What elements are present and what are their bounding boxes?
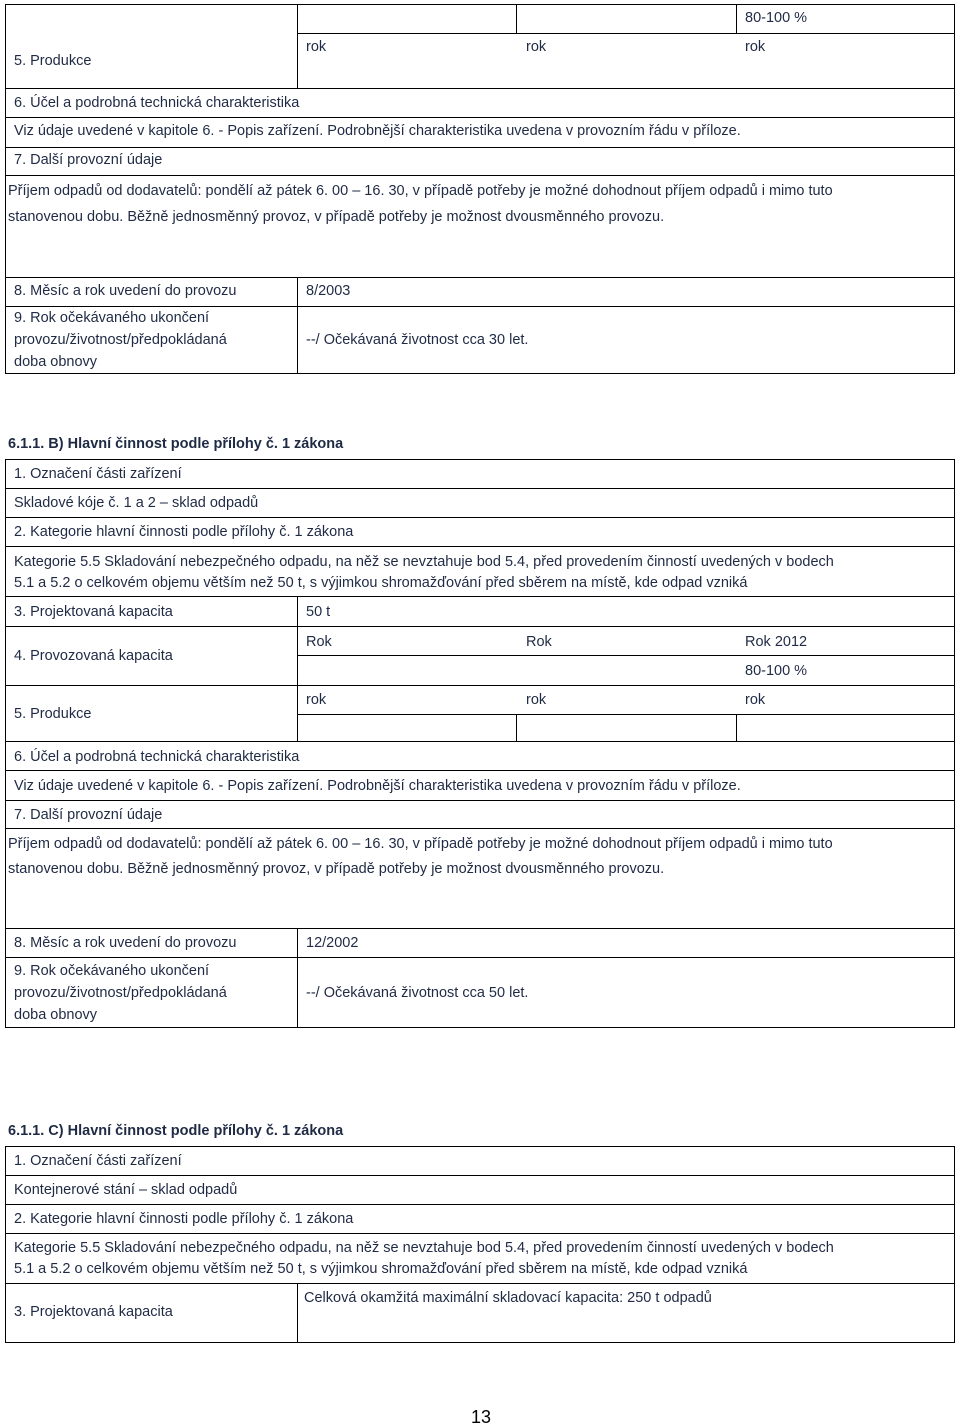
c-kapacita-value: Celková okamžitá maximální skladovací kapacita: 250 t odpadů <box>304 1290 712 1306</box>
b-ukonceni-value: --/ Očekávaná životnost cca 50 let. <box>306 985 529 1001</box>
c-oznaceni-value: Kontejnerové stání – sklad odpadů <box>14 1182 238 1198</box>
b-ukonceni-l2: provozu/životnost/předpokládaná <box>14 985 227 1001</box>
b-kategorie-l2: 5.1 a 5.2 o celkovém objemu větším než 50 t, s výjimkou shromažďování před sběrem na místě, kde odpad vzniká <box>14 575 748 591</box>
b-rok-1: rok <box>306 692 327 708</box>
top-dalsi-label: 7. Další provozní údaje <box>14 152 163 168</box>
page-number: 13 <box>471 1407 492 1427</box>
top-ucel-label: 6. Účel a podrobná technická charakteristika <box>14 95 300 111</box>
b-rok-a: Rok <box>306 634 332 650</box>
b-kapacita-label: 3. Projektovaná kapacita <box>14 604 173 620</box>
b-ucel-text: Viz údaje uvedené v kapitole 6. - Popis zařízení. Podrobnější charakteristika uvedena v provozním řádu v příloze. <box>14 778 741 794</box>
top-rok-1: rok <box>306 39 327 55</box>
b-rok-b: Rok <box>526 634 552 650</box>
top-dalsi-line2: stanovenou dobu. Běžně jednosměnný provoz, v případě potřeby je možnost dvousměnného provozu. <box>8 209 665 225</box>
b-kategorie-label: 2. Kategorie hlavní činnosti podle přílohy č. 1 zákona <box>14 524 354 540</box>
b-ukonceni-l3: doba obnovy <box>14 1007 98 1023</box>
top-ukonceni-l2: provozu/životnost/předpokládaná <box>14 332 227 348</box>
c-kategorie-label: 2. Kategorie hlavní činnosti podle přílohy č. 1 zákona <box>14 1211 354 1227</box>
b-kategorie-l1: Kategorie 5.5 Skladování nebezpečného odpadu, na něž se nevztahuje bod 5.4, před provedením činností uvedených v bodech <box>14 554 834 570</box>
c-kategorie-l1: Kategorie 5.5 Skladování nebezpečného odpadu, na něž se nevztahuje bod 5.4, před provedením činností uvedených v bodech <box>14 1240 834 1256</box>
c-kategorie-l2: 5.1 a 5.2 o celkovém objemu větším než 50 t, s výjimkou shromažďování před sběrem na místě, kde odpad vzniká <box>14 1261 748 1277</box>
b-dalsi-line2: stanovenou dobu. Běžně jednosměnný provoz, v případě potřeby je možnost dvousměnného provozu. <box>8 861 665 877</box>
b-dalsi-line1: Příjem odpadů od dodavatelů: pondělí až pátek 6. 00 – 16. 30, v případě potřeby je možné dohodnout příjem odpadů i mimo tuto <box>8 836 833 852</box>
b-mesic-value: 12/2002 <box>306 935 359 951</box>
top-ucel-text: Viz údaje uvedené v kapitole 6. - Popis zařízení. Podrobnější charakteristika uvedena v provozním řádu v příloze. <box>14 123 741 139</box>
c-oznaceni-label: 1. Označení části zařízení <box>14 1153 182 1169</box>
b-rok-3: rok <box>745 692 766 708</box>
b-kapacita-value: 50 t <box>306 604 331 620</box>
b-dalsi-label: 7. Další provozní údaje <box>14 807 163 823</box>
top-rok-3: rok <box>745 39 766 55</box>
b-ucel-label: 6. Účel a podrobná technická charakteristika <box>14 749 300 765</box>
top-pct: 80-100 % <box>745 10 808 26</box>
top-ukonceni-l3: doba obnovy <box>14 354 98 370</box>
b-rok-2: rok <box>526 692 547 708</box>
top-dalsi-line1: Příjem odpadů od dodavatelů: pondělí až pátek 6. 00 – 16. 30, v případě potřeby je možné dohodnout příjem odpadů i mimo tuto <box>8 183 833 199</box>
b-oznaceni-label: 1. Označení části zařízení <box>14 466 182 482</box>
b-oznaceni-value: Skladové kóje č. 1 a 2 – sklad odpadů <box>14 495 259 511</box>
top-mesic-label: 8. Měsíc a rok uvedení do provozu <box>14 283 237 299</box>
b-provozovana-label: 4. Provozovaná kapacita <box>14 648 173 664</box>
b-ukonceni-l1: 9. Rok očekávaného ukončení <box>14 963 210 979</box>
b-produkce-label: 5. Produkce <box>14 706 92 722</box>
section-c-heading: 6.1.1. C) Hlavní činnost podle přílohy č. 1 zákona <box>8 1123 344 1139</box>
top-mesic-value: 8/2003 <box>306 283 351 299</box>
b-mesic-label: 8. Měsíc a rok uvedení do provozu <box>14 935 237 951</box>
c-kapacita-label: 3. Projektovaná kapacita <box>14 1304 173 1320</box>
b-rok-c: Rok 2012 <box>745 634 808 650</box>
top-rok-2: rok <box>526 39 547 55</box>
top-ukonceni-value: --/ Očekávaná životnost cca 30 let. <box>306 332 529 348</box>
section-b-heading: 6.1.1. B) Hlavní činnost podle přílohy č. 1 zákona <box>8 436 344 452</box>
b-pct: 80-100 % <box>745 663 808 679</box>
top-ukonceni-l1: 9. Rok očekávaného ukončení <box>14 310 210 326</box>
top-produkce-label: 5. Produkce <box>14 53 92 69</box>
